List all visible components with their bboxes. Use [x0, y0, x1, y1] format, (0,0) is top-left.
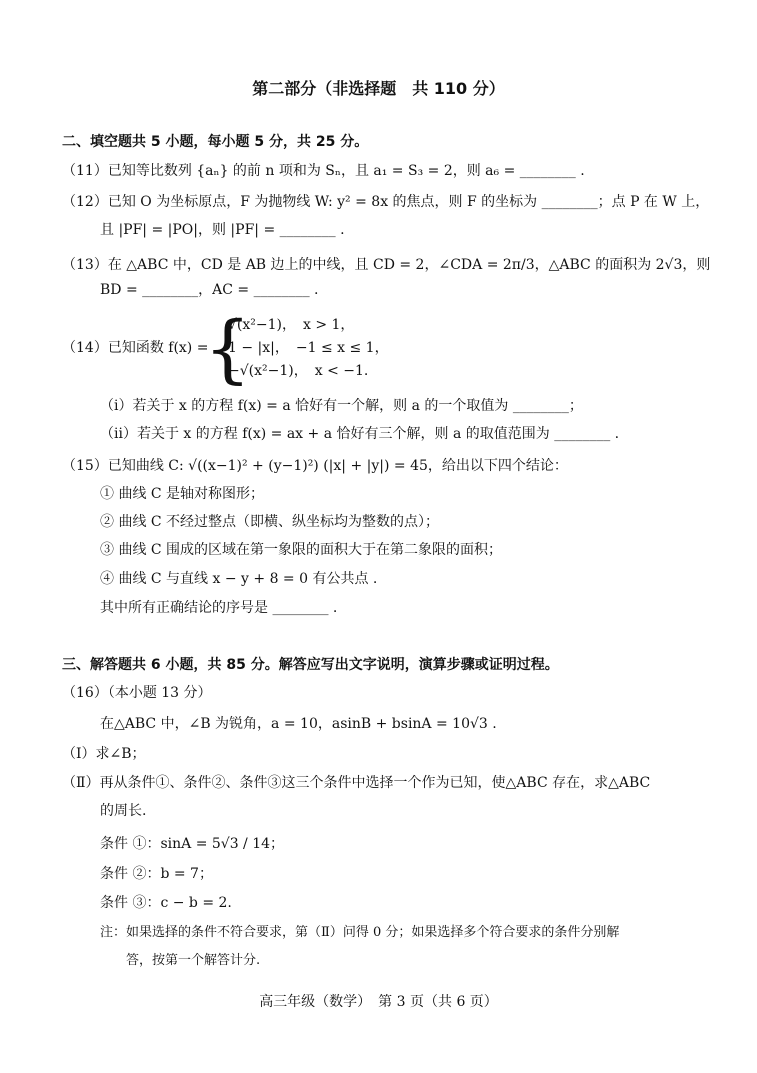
question-16-stem: 在△ABC 中，∠B 为锐角，a = 10，asinB + bsinA = 10√3 .	[100, 716, 497, 732]
question-14-part-ii: （ⅱ）若关于 x 的方程 f(x) = ax + a 恰好有三个解，则 a 的取值范围为 ________ .	[100, 426, 620, 442]
question-14-label: （14）已知函数 f(x) =	[62, 340, 209, 356]
condition-2: 条件 ②：b = 7；	[100, 866, 213, 882]
answer-section-header: 三、解答题共 6 小题，共 85 分。解答应写出文字说明，演算步骤或证明过程。	[62, 657, 559, 673]
question-15-item-1: ① 曲线 C 是轴对称图形；	[100, 486, 265, 502]
question-14-case-1: √(x²−1)， x > 1，	[228, 317, 355, 333]
question-15: （15）已知曲线 C: √((x−1)² + (y−1)²) (|x| + |y|) = 45，给出以下四个结论：	[62, 458, 568, 474]
note-line-1: 注：如果选择的条件不符合要求，第（Ⅱ）问得 0 分；如果选择多个符合要求的条件分别解	[100, 925, 620, 940]
question-16: （16）（本小题 13 分）	[62, 685, 212, 701]
condition-1: 条件 ①：sinA = 5√3 / 14；	[100, 836, 285, 852]
question-15-item-3: ③ 曲线 C 围成的区域在第一象限的面积大于在第二象限的面积；	[100, 542, 503, 558]
question-15-item-2: ② 曲线 C 不经过整点（即横、纵坐标均为整数的点）；	[100, 514, 440, 530]
question-13-line-1: （13）在 △ABC 中，CD 是 AB 边上的中线，且 CD = 2，∠CDA = 2π/3，△ABC 的面积为 2√3，则	[62, 257, 711, 273]
question-14-case-2: 1 − |x|， −1 ≤ x ≤ 1，	[228, 340, 389, 356]
part-title: 第二部分（非选择题 共 110 分）	[252, 79, 505, 98]
question-14-case-3: −√(x²−1)， x < −1.	[228, 363, 369, 379]
question-12-line-1: （12）已知 O 为坐标原点，F 为抛物线 W: y² = 8x 的焦点，则 F 的坐标为 ________；点 P 在 W 上，	[62, 194, 710, 210]
question-16-part-2-line-2: 的周长.	[100, 803, 147, 819]
page-footer: 高三年级（数学） 第 3 页（共 6 页）	[259, 994, 498, 1010]
question-14-part-i: （ⅰ）若关于 x 的方程 f(x) = a 恰好有一个解，则 a 的一个取值为 ________；	[100, 398, 583, 414]
question-11: （11）已知等比数列 {aₙ} 的前 n 项和为 Sₙ，且 a₁ = S₃ = 2，则 a₆ = ________ .	[62, 163, 585, 179]
condition-3: 条件 ③：c − b = 2.	[100, 895, 232, 911]
question-12-line-2: 且 |PF| = |PO|，则 |PF| = ________ .	[100, 222, 345, 238]
question-15-item-4: ④ 曲线 C 与直线 x − y + 8 = 0 有公共点 .	[100, 571, 378, 587]
question-13-line-2: BD = ________，AC = ________ .	[100, 282, 319, 298]
question-16-part-1: （Ⅰ）求∠B；	[62, 746, 146, 762]
question-15-ask: 其中所有正确结论的序号是 ________ .	[100, 600, 338, 616]
fill-in-section-header: 二、填空题共 5 小题，每小题 5 分，共 25 分。	[62, 134, 369, 150]
piecewise-brace: {	[204, 306, 252, 392]
question-16-part-2-line-1: （Ⅱ）再从条件①、条件②、条件③这三个条件中选择一个作为已知，使△ABC 存在，求△ABC	[62, 775, 651, 791]
note-line-2: 答，按第一个解答计分.	[126, 953, 261, 968]
